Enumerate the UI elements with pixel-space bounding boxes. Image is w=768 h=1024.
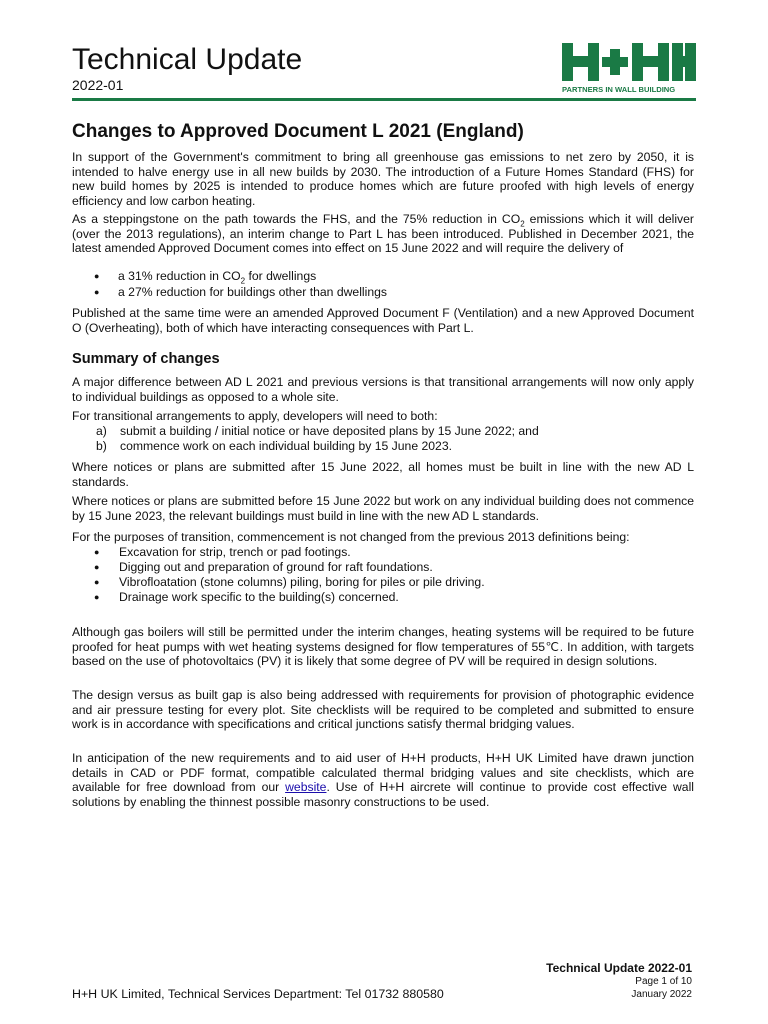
summary-heading: Summary of changes [72, 351, 220, 367]
header-rule [72, 98, 696, 101]
bullet-icon: ● [94, 287, 100, 297]
transitional-paragraph: For transitional arrangements to apply, developers will need to both: [72, 409, 438, 423]
footer-page-number: Page 1 of 10 [635, 976, 692, 987]
anticipation-paragraph [72, 751, 694, 809]
list-item-text: Digging out and preparation of ground for raft foundations. [119, 560, 433, 574]
text-run: for dwellings [245, 269, 317, 283]
hh-logo [562, 43, 696, 94]
text-run: In anticipation of the new requirements and to aid user of H+H products, H+H UK Limited have drawn junction details in CAD or PDF format, compatible calculated thermal bridging values and site checklists, which are available for free download from our [72, 751, 694, 795]
footer-company: H+H UK Limited, Technical Services Department: Tel 01732 880580 [72, 987, 444, 1001]
list-item-text [118, 269, 316, 284]
commencement-paragraph: For the purposes of transition, commencement is not changed from the previous 2013 definitions being: [72, 530, 630, 544]
list-item-text: a 27% reduction for buildings other than dwellings [118, 285, 387, 299]
list-item-text: Vibrofloatation (stone columns) piling, boring for piles or pile driving. [119, 575, 485, 589]
document-number: 2022-01 [72, 77, 124, 93]
hh-logo-mark [562, 43, 696, 81]
boilers-paragraph: Although gas boilers will still be permitted under the interim changes, heating systems will be required to be future proofed for heat pumps with wet heating systems designed for flow temperatures of 55℃. In addition, with targets based on the use of photovoltaics (PV) it is likely that some degree of PV will be required in design solutions. [72, 625, 694, 669]
bullet-icon: ● [94, 562, 100, 572]
list-item-text: submit a building / initial notice or have deposited plans by 15 June 2022; and [120, 424, 539, 438]
text-run: . Use of H+H aircrete will continue to provide cost effective wall solutions by enabling the thinnest possible masonry constructions to be used. [72, 780, 694, 809]
subscript: 2 [240, 276, 246, 286]
bullet-icon: ● [94, 592, 100, 602]
after-paragraph: Where notices or plans are submitted after 15 June 2022, all homes must be built in line with the new AD L standards. [72, 460, 694, 489]
text-run: As a steppingstone on the path towards the FHS, and the 75% reduction in CO [72, 212, 521, 226]
bullet-icon: ● [94, 271, 100, 281]
subscript: 2 [520, 219, 525, 229]
list-item-text: commence work on each individual building by 15 June 2023. [120, 439, 452, 453]
design-gap-paragraph: The design versus as built gap is also being addressed with requirements for provision of photographic evidence and air pressure testing for every plot. Site checklists will be required to be completed and submitted to ensure work is in accordance with specifications and critical junctions satisfy thermal bridging values. [72, 688, 694, 732]
website-link[interactable]: website [285, 780, 327, 795]
hh-logo-tagline: PARTNERS IN WALL BUILDING [562, 85, 676, 94]
steppingstone-paragraph [72, 212, 694, 256]
list-letter: b) [96, 439, 107, 453]
before-paragraph: Where notices or plans are submitted before 15 June 2022 but work on any individual building does not commence by 15 June 2023, the relevant buildings must build in line with the new AD L standards. [72, 494, 694, 523]
list-item-text: Excavation for strip, trench or pad footings. [119, 545, 351, 559]
intro-paragraph: In support of the Government's commitment to bring all greenhouse gas emissions to net zero by 2050, it is intended to halve energy use in all new builds by 2030. The introduction of a Future Homes Standard (FHS) for new build homes by 2025 is intended to produce homes which are future proofed with high levels of energy efficiency and low carbon heating. [72, 150, 694, 208]
footer-date: January 2022 [631, 989, 692, 1000]
document-title: Technical Update [72, 43, 303, 76]
published-paragraph: Published at the same time were an amended Approved Document F (Ventilation) and a new Approved Document O (Overheating), both of which have interacting consequences with Part L. [72, 306, 694, 335]
list-item-text: Drainage work specific to the building(s) concerned. [119, 590, 399, 604]
bullet-icon: ● [94, 577, 100, 587]
bullet-icon: ● [94, 547, 100, 557]
list-letter: a) [96, 424, 107, 438]
main-heading: Changes to Approved Document L 2021 (England) [72, 121, 524, 142]
text-run: emissions which it will deliver (over the 2013 regulations), an interim change to Part L has been introduced. Published in December 2021, the latest amended Approved Document comes into effect on 15 June 2022 and will require the delivery of [72, 212, 694, 256]
difference-paragraph: A major difference between AD L 2021 and previous versions is that transitional arrangements will now only apply to individual buildings as opposed to a whole site. [72, 375, 694, 404]
text-run: a 31% reduction in CO [118, 269, 241, 283]
footer-title: Technical Update 2022-01 [546, 961, 692, 975]
